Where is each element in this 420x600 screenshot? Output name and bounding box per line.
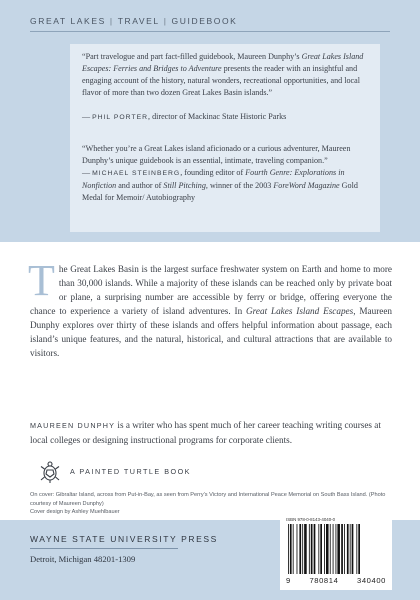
blurb-attribution-1: — PHIL PORTER, director of Mackinac State Historic Parks	[82, 112, 287, 121]
series-guidebook: GUIDEBOOK	[171, 16, 238, 26]
barcode-bar	[309, 524, 310, 574]
barcode-bar	[347, 524, 349, 574]
drop-cap: T	[28, 256, 55, 305]
barcode-bar	[288, 524, 289, 574]
barcode-bar	[337, 524, 340, 574]
barcode-bar	[314, 524, 316, 574]
barcode	[286, 524, 386, 576]
imprint-label: A PAINTED TURTLE BOOK	[70, 467, 191, 476]
barcode-bar	[290, 524, 292, 574]
barcode-bar	[336, 524, 337, 574]
barcode-digits: 9 780814 340400	[286, 576, 386, 585]
blurb-quote-2: “Whether you’re a Great Lakes island aficionado or a curious adventurer, Maureen Dunphy’s unique guidebook is an essential, intimate, traveling companion.”	[82, 144, 351, 165]
cover-design-credit: Cover design by Ashley Muehlbauer	[30, 509, 120, 516]
series-rule	[30, 31, 390, 32]
publisher-address: Detroit, Michigan 48201-1309	[30, 554, 136, 564]
barcode-bar	[333, 524, 334, 574]
barcode-bar	[324, 524, 325, 574]
series-separator: |	[163, 16, 168, 26]
book-description: The Great Lakes Basin is the largest surface freshwater system on Earth and home to more than 30,000 islands. While a majority of these islands can be reached only by private boat or plane, a surprising number are accessible by ferry or bridge, offering everyone the chance to experience a variety of island adventures. In Great Lakes Island Escapes, Maureen Dunphy explores over thirty of these islands and offers helpful information about passage, each island’s unique features, and the natural, historical, and cultural attractions that are available to visitors.	[28, 256, 393, 358]
barcode-bar	[350, 524, 351, 574]
publisher-name: WAYNE STATE UNIVERSITY PRESS	[30, 534, 218, 544]
barcode-bar	[356, 524, 357, 574]
barcode-bar	[352, 524, 354, 574]
cover-photo-credit: On cover: Gibraltar Island, across from Put-in-Bay, as seen from Perry’s Victory and International Peace Memorial on South Bass Island. (Photo courtesy of Maureen Dunphy)	[30, 492, 386, 507]
barcode-bar	[299, 524, 301, 574]
barcode-bar	[358, 524, 360, 574]
author-bio: MAUREEN DUNPHY is a writer who has spent much of her career teaching writing courses at local colleges or designing instructional programs for corporate clients.	[30, 420, 381, 445]
blurb-quote-1: “Part travelogue and part fact-filled guidebook, Maureen Dunphy’s Great Lakes Island Escapes: Ferries and Bridges to Adventure presents the reader with an insightful and engaging account of the history, natural wonders, recreational opportunities, and local flavor of more than two dozen Great Lakes Basin islands.”	[82, 52, 364, 97]
publisher-rule	[30, 548, 178, 549]
barcode-bar	[341, 524, 343, 574]
barcode-bar	[326, 524, 329, 574]
author-name: MAUREEN DUNPHY	[30, 421, 116, 430]
series-label	[30, 16, 237, 26]
barcode-bar	[293, 524, 294, 574]
barcode-bar	[302, 524, 303, 574]
series-travel: TRAVEL	[117, 16, 160, 26]
barcode-bar	[318, 524, 319, 574]
isbn-number: ISBN 978-0-8143-4040-0	[286, 517, 336, 522]
turtle-icon	[38, 460, 62, 484]
series-separator: |	[109, 16, 114, 26]
barcode-bar	[320, 524, 322, 574]
barcode-bar	[311, 524, 313, 574]
blurb-attribution-2: — MICHAEL STEINBERG, founding editor of Fourth Genre: Explorations in Nonfiction and author of Still Pitching, winner of the 2003 ForeWord Magazine Gold Medal for Memoir/ Autobiography	[82, 168, 358, 202]
series-great-lakes: GREAT LAKES	[30, 16, 106, 26]
barcode-bar	[344, 524, 345, 574]
barcode-bar	[297, 524, 298, 574]
barcode-bar	[304, 524, 307, 574]
barcode-bar	[330, 524, 331, 574]
